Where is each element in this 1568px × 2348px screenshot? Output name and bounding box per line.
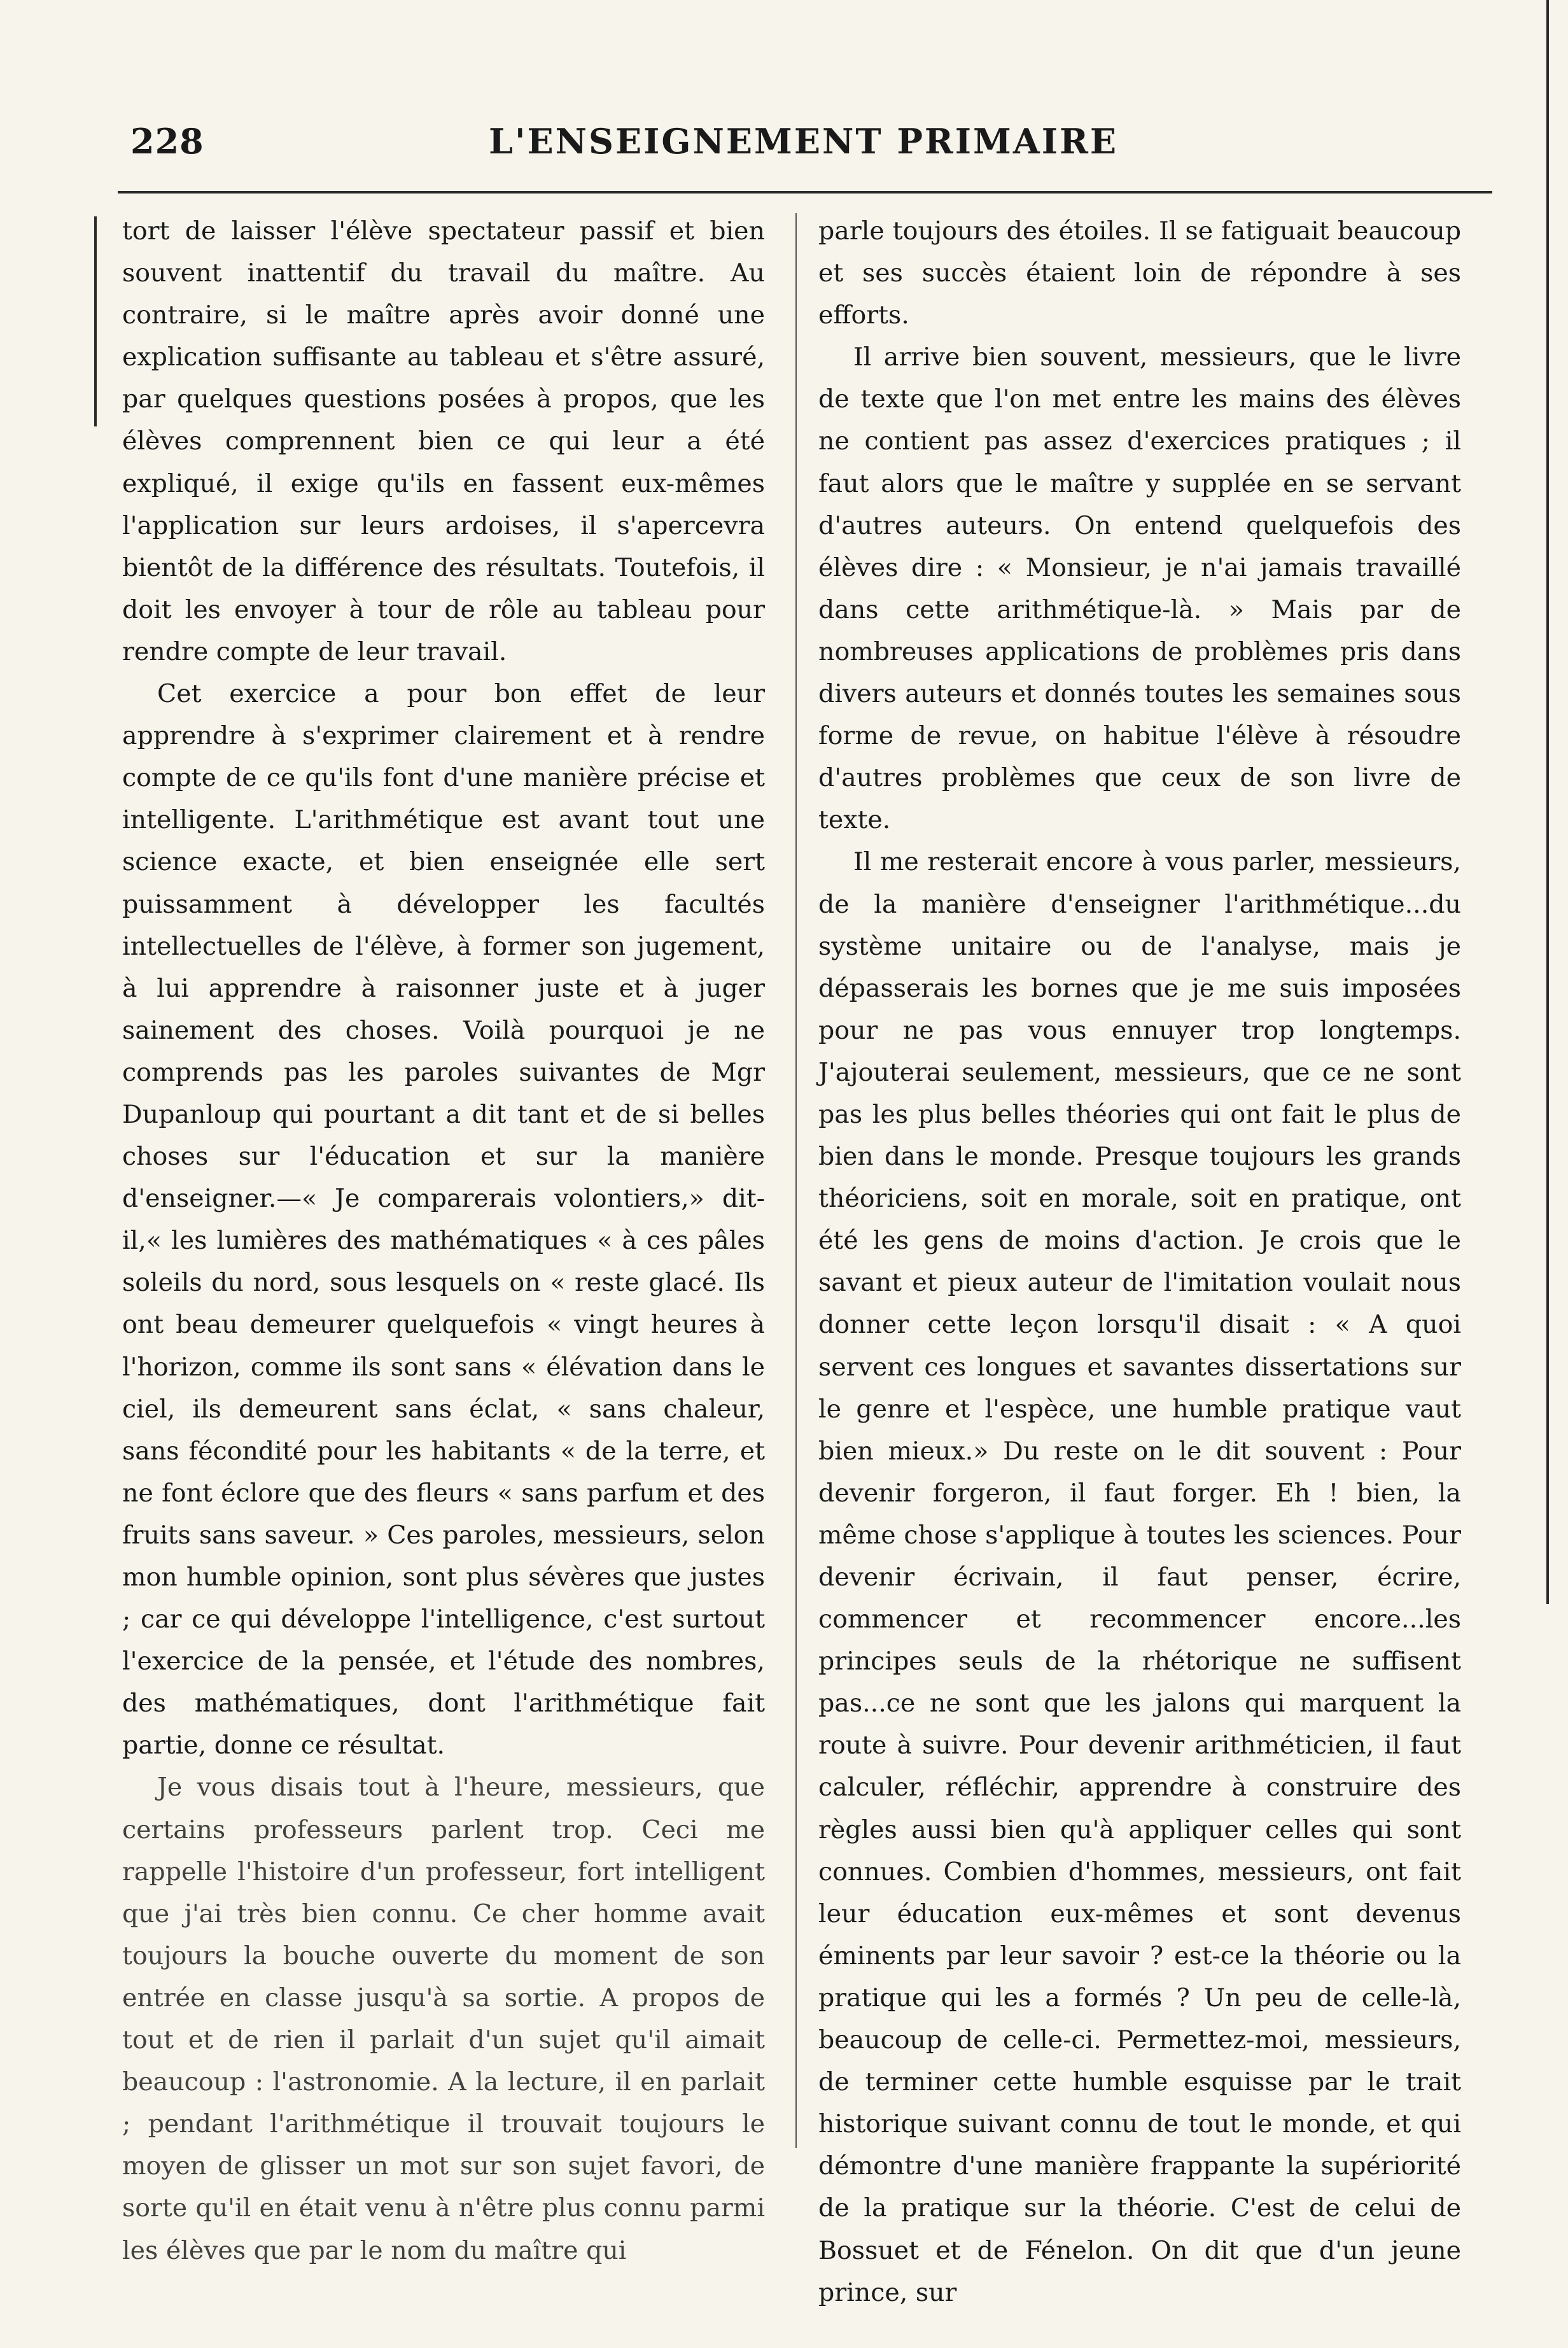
left-paragraph-1: tort de laisser l'élève spectateur passif et bien souvent inattentif du travail du maître. Au contraire, si le maître après avoir donné une explication suffisante au tableau et s'être assuré, par quelques questions posées à propos, que les élèves comprennent bien ce qui leur a été expliqué, il exige qu'ils en fassent eux-mêmes l'application sur leurs ardoises, il s'apercevra bientôt de la différence des résultats. Toutefois, il doit les envoyer à tour de rôle au tableau pour rendre compte de leur travail. (122, 216, 765, 666)
column-divider (795, 213, 797, 2148)
header-rule (118, 191, 1492, 193)
running-title: L'ENSEIGNEMENT PRIMAIRE (488, 121, 1119, 162)
right-paragraph-1: parle toujours des étoiles. Il se fatiguait beaucoup et ses succès étaient loin de répondre à ses efforts. (818, 216, 1461, 330)
right-paragraph-2: Il arrive bien souvent, messieurs, que le livre de texte que l'on met entre les mains des élèves ne contient pas assez d'exercices pratiques ; il faut alors que le maître y supplée en se servant d'autres auteurs. On entend quelquefois des élèves dire : « Monsieur, je n'ai jamais travaillé dans cette arithmétique-là. » Mais par de nombreuses applications de problèmes pris dans divers auteurs et donnés toutes les semaines sous forme de revue, on habitue l'élève à résoudre d'autres problèmes que ceux de son livre de texte. (818, 342, 1461, 835)
page-number: 228 (130, 121, 204, 162)
left-column (122, 210, 765, 2272)
margin-bracket (94, 216, 104, 426)
left-paragraph-2: Cet exercice a pour bon effet de leur apprendre à s'exprimer clairement et à rendre compte de ce qu'ils font d'une manière précise et intelligente. L'arithmétique est avant tout une science exacte, et bien enseignée elle sert puissamment à développer les facultés intellectuelles de l'élève, à former son jugement, à lui apprendre à raisonner juste et à juger sainement des choses. Voilà pourquoi je ne comprends pas les paroles suivantes de Mgr Dupanloup qui pourtant a dit tant et de si belles choses sur l'éducation et sur la manière d'enseigner.—« Je comparerais volontiers,» dit-il,« les lumières des mathématiques « à ces pâles soleils du nord, sous lesquels on « reste glacé. Ils ont beau demeurer quelquefois « vingt heures à l'horizon, comme ils sont sans « élévation dans le ciel, ils demeurent sans éclat, « sans chaleur, sans fécondité pour les habitants « de la terre, et ne font éclore que des fleurs « sans parfum et des fruits sans saveur. » Ces paroles, messieurs, selon mon humble opinion, sont plus sévères que justes ; car ce qui développe l'intelligence, c'est surtout l'exercice de la pensée, et l'étude des nombres, des mathématiques, dont l'arithmétique fait partie, donne ce résultat. (122, 679, 765, 1761)
right-paragraph-3: Il me resterait encore à vous parler, messieurs, de la manière d'enseigner l'arithmétique...du système unitaire ou de l'analyse, mais je dépasserais les bornes que je me suis imposées pour ne pas vous ennuyer trop longtemps. J'ajouterai seulement, messieurs, que ce ne sont pas les plus belles théories qui ont fait le plus de bien dans le monde. Presque toujours les grands théoriciens, soit en morale, soit en pratique, ont été les gens de moins d'action. Je crois que le savant et pieux auteur de l'imitation voulait nous donner cette leçon lorsqu'il disait : « A quoi servent ces longues et savantes dissertations sur le genre et l'espèce, une humble pratique vaut bien mieux.» Du reste on le dit souvent : Pour devenir forgeron, il faut forger. Eh ! bien, la même chose s'applique à toutes les sciences. Pour devenir écrivain, il faut penser, écrire, commencer et recommencer encore...les principes seuls de la rhétorique ne suffisent pas...ce ne sont que les jalons qui marquent la route à suivre. Pour devenir arithméticien, il faut calculer, réfléchir, apprendre à construire des règles aussi bien qu'à appliquer celles qui sont connues. Combien d'hommes, messieurs, ont fait leur éducation eux-mêmes et sont devenus éminents par leur savoir ? est-ce la théorie ou la pratique qui les a formés ? Un peu de celle-là, beaucoup de celle-ci. Permettez-moi, messieurs, de terminer cette humble esquisse par le trait historique suivant connu de tout le monde, et qui démontre d'une manière frappante la supériorité de la pratique sur la théorie. C'est de celui de Bossuet et de Fénelon. On dit que d'un jeune prince, sur (818, 847, 1461, 2307)
right-column (818, 210, 1461, 2314)
left-paragraph-3: Je vous disais tout à l'heure, messieurs, que certains professeurs parlent trop. Ceci me rappelle l'histoire d'un professeur, fort intelligent que j'ai très bien connu. Ce cher homme avait toujours la bouche ouverte du moment de son entrée en classe jusqu'à sa sortie. A propos de tout et de rien il parlait d'un sujet qu'il aimait beaucoup : l'astronomie. A la lecture, il en parlait ; pendant l'arithmétique il trouvait toujours le moyen de glisser un mot sur son sujet favori, de sorte qu'il en était venu à n'être plus connu parmi les élèves que par le nom du maître qui (122, 1773, 765, 2265)
page-header (118, 121, 1489, 172)
page-edge-line (1546, 0, 1549, 1604)
